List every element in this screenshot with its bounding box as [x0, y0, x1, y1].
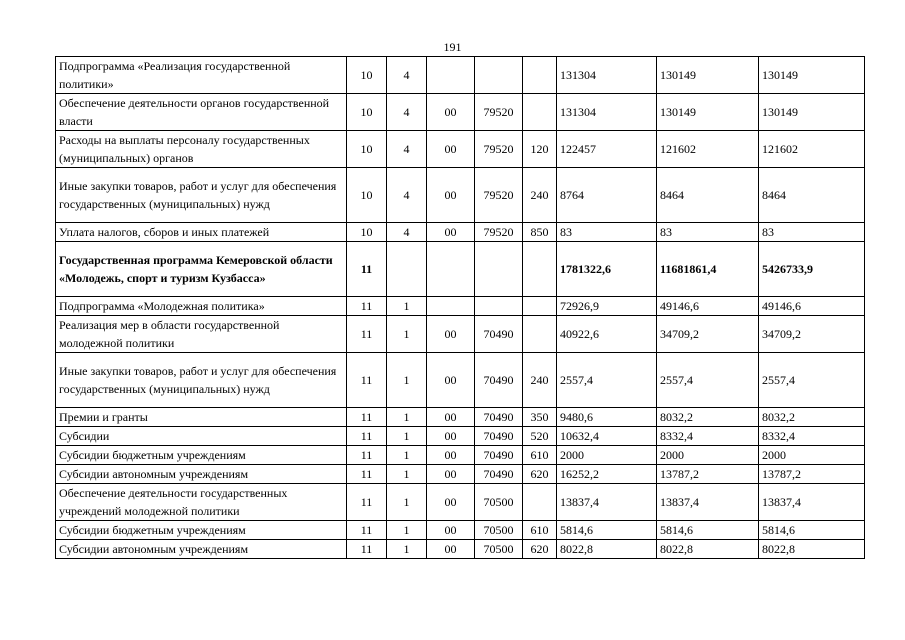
section-code-cell: 11: [347, 465, 387, 484]
amount-year2-cell: 2557,4: [657, 353, 759, 408]
subsection-code-cell: 1: [387, 521, 427, 540]
expense-type-cell: 120: [523, 131, 557, 168]
section-code-cell: 11: [347, 446, 387, 465]
expense-type-cell: 620: [523, 540, 557, 559]
program-code-cell: 00: [427, 540, 475, 559]
table-row: [56, 484, 865, 521]
amount-year3-cell: 13787,2: [759, 465, 865, 484]
row-name-cell: Субсидии автономным учреждениям: [56, 540, 347, 559]
table-row: [56, 223, 865, 242]
row-name-cell: Обеспечение деятельности органов государственной власти: [56, 94, 347, 131]
direction-code-cell: [475, 242, 523, 297]
direction-code-cell: 70490: [475, 353, 523, 408]
program-code-cell: 00: [427, 465, 475, 484]
amount-year2-cell: 49146,6: [657, 297, 759, 316]
row-name-cell: Иные закупки товаров, работ и услуг для обеспечения государственных (муниципальных) нужд: [56, 353, 347, 408]
amount-year1-cell: 83: [557, 223, 657, 242]
amount-year1-cell: 40922,6: [557, 316, 657, 353]
section-code-cell: 10: [347, 131, 387, 168]
amount-year1-cell: 10632,4: [557, 427, 657, 446]
amount-year2-cell: 83: [657, 223, 759, 242]
table-row: [56, 168, 865, 223]
amount-year1-cell: 122457: [557, 131, 657, 168]
amount-year3-cell: 121602: [759, 131, 865, 168]
table-row: [56, 316, 865, 353]
subsection-code-cell: 1: [387, 297, 427, 316]
amount-year1-cell: 5814,6: [557, 521, 657, 540]
direction-code-cell: 70490: [475, 316, 523, 353]
program-code-cell: [427, 57, 475, 94]
amount-year1-cell: 16252,2: [557, 465, 657, 484]
section-code-cell: 11: [347, 316, 387, 353]
amount-year2-cell: 8332,4: [657, 427, 759, 446]
amount-year2-cell: 2000: [657, 446, 759, 465]
amount-year3-cell: 34709,2: [759, 316, 865, 353]
section-code-cell: 11: [347, 540, 387, 559]
expense-type-cell: 610: [523, 521, 557, 540]
table-body: [56, 57, 865, 559]
row-name-cell: Обеспечение деятельности государственных учреждений молодежной политики: [56, 484, 347, 521]
row-name-cell: Подпрограмма «Молодежная политика»: [56, 297, 347, 316]
table-row: [56, 57, 865, 94]
amount-year2-cell: 130149: [657, 57, 759, 94]
amount-year1-cell: 2557,4: [557, 353, 657, 408]
program-code-cell: 00: [427, 427, 475, 446]
amount-year2-cell: 11681861,4: [657, 242, 759, 297]
expense-type-cell: 520: [523, 427, 557, 446]
direction-code-cell: 79520: [475, 223, 523, 242]
row-name-cell: Расходы на выплаты персоналу государственных (муниципальных) органов: [56, 131, 347, 168]
expense-type-cell: [523, 94, 557, 131]
program-code-cell: 00: [427, 168, 475, 223]
expense-type-cell: 350: [523, 408, 557, 427]
section-code-cell: 11: [347, 408, 387, 427]
section-code-cell: 11: [347, 353, 387, 408]
amount-year3-cell: 8032,2: [759, 408, 865, 427]
expense-type-cell: [523, 242, 557, 297]
amount-year2-cell: 13837,4: [657, 484, 759, 521]
expense-type-cell: 610: [523, 446, 557, 465]
subsection-code-cell: 1: [387, 465, 427, 484]
section-code-cell: 11: [347, 427, 387, 446]
row-name-cell: Реализация мер в области государственной молодежной политики: [56, 316, 347, 353]
expense-type-cell: [523, 316, 557, 353]
subsection-code-cell: 1: [387, 408, 427, 427]
program-code-cell: 00: [427, 94, 475, 131]
amount-year3-cell: 5426733,9: [759, 242, 865, 297]
program-code-cell: 00: [427, 316, 475, 353]
amount-year2-cell: 8464: [657, 168, 759, 223]
row-name-cell: Государственная программа Кемеровской области «Молодежь, спорт и туризм Кузбасса»: [56, 242, 347, 297]
amount-year3-cell: 2557,4: [759, 353, 865, 408]
expense-type-cell: 240: [523, 353, 557, 408]
direction-code-cell: 70490: [475, 446, 523, 465]
table-row: [56, 521, 865, 540]
amount-year3-cell: 8022,8: [759, 540, 865, 559]
program-code-cell: 00: [427, 484, 475, 521]
direction-code-cell: 70500: [475, 484, 523, 521]
subsection-code-cell: 4: [387, 94, 427, 131]
subsection-code-cell: 4: [387, 223, 427, 242]
program-code-cell: 00: [427, 408, 475, 427]
expense-type-cell: [523, 297, 557, 316]
amount-year1-cell: 2000: [557, 446, 657, 465]
section-code-cell: 11: [347, 242, 387, 297]
subsection-code-cell: 4: [387, 168, 427, 223]
amount-year3-cell: 2000: [759, 446, 865, 465]
section-code-cell: 11: [347, 297, 387, 316]
page-number: 191: [443, 40, 462, 54]
table-row: [56, 408, 865, 427]
row-name-cell: Подпрограмма «Реализация государственной политики»: [56, 57, 347, 94]
amount-year2-cell: 8032,2: [657, 408, 759, 427]
amount-year2-cell: 130149: [657, 94, 759, 131]
amount-year3-cell: 49146,6: [759, 297, 865, 316]
direction-code-cell: 70500: [475, 540, 523, 559]
row-name-cell: Субсидии автономным учреждениям: [56, 465, 347, 484]
amount-year1-cell: 1781322,6: [557, 242, 657, 297]
row-name-cell: Иные закупки товаров, работ и услуг для обеспечения государственных (муниципальных) нужд: [56, 168, 347, 223]
table-row: [56, 353, 865, 408]
program-code-cell: 00: [427, 521, 475, 540]
table-row: [56, 94, 865, 131]
direction-code-cell: 70490: [475, 427, 523, 446]
direction-code-cell: [475, 57, 523, 94]
subsection-code-cell: [387, 242, 427, 297]
amount-year1-cell: 13837,4: [557, 484, 657, 521]
amount-year3-cell: 83: [759, 223, 865, 242]
subsection-code-cell: 1: [387, 316, 427, 353]
row-name-cell: Субсидии бюджетным учреждениям: [56, 521, 347, 540]
amount-year2-cell: 121602: [657, 131, 759, 168]
amount-year2-cell: 34709,2: [657, 316, 759, 353]
amount-year3-cell: 8332,4: [759, 427, 865, 446]
table-row: [56, 297, 865, 316]
direction-code-cell: 70490: [475, 465, 523, 484]
program-code-cell: 00: [427, 446, 475, 465]
subsection-code-cell: 1: [387, 540, 427, 559]
budget-table: [55, 56, 865, 559]
amount-year1-cell: 72926,9: [557, 297, 657, 316]
section-code-cell: 10: [347, 223, 387, 242]
program-code-cell: [427, 297, 475, 316]
expense-type-cell: [523, 484, 557, 521]
program-code-cell: [427, 242, 475, 297]
table-row: [56, 131, 865, 168]
section-code-cell: 10: [347, 168, 387, 223]
direction-code-cell: 79520: [475, 131, 523, 168]
table-row: [56, 242, 865, 297]
table-row: [56, 465, 865, 484]
amount-year2-cell: 8022,8: [657, 540, 759, 559]
expense-type-cell: 850: [523, 223, 557, 242]
row-name-cell: Премии и гранты: [56, 408, 347, 427]
subsection-code-cell: 1: [387, 353, 427, 408]
amount-year2-cell: 5814,6: [657, 521, 759, 540]
direction-code-cell: 70490: [475, 408, 523, 427]
amount-year1-cell: 8022,8: [557, 540, 657, 559]
subsection-code-cell: 4: [387, 131, 427, 168]
program-code-cell: 00: [427, 131, 475, 168]
section-code-cell: 11: [347, 521, 387, 540]
amount-year1-cell: 9480,6: [557, 408, 657, 427]
direction-code-cell: 79520: [475, 168, 523, 223]
subsection-code-cell: 1: [387, 484, 427, 521]
section-code-cell: 11: [347, 484, 387, 521]
direction-code-cell: 70500: [475, 521, 523, 540]
amount-year3-cell: 13837,4: [759, 484, 865, 521]
row-name-cell: Уплата налогов, сборов и иных платежей: [56, 223, 347, 242]
expense-type-cell: 620: [523, 465, 557, 484]
expense-type-cell: 240: [523, 168, 557, 223]
program-code-cell: 00: [427, 353, 475, 408]
row-name-cell: Субсидии: [56, 427, 347, 446]
amount-year3-cell: 130149: [759, 57, 865, 94]
direction-code-cell: [475, 297, 523, 316]
subsection-code-cell: 1: [387, 427, 427, 446]
expense-type-cell: [523, 57, 557, 94]
table-row: [56, 427, 865, 446]
program-code-cell: 00: [427, 223, 475, 242]
amount-year1-cell: 131304: [557, 94, 657, 131]
amount-year3-cell: 130149: [759, 94, 865, 131]
amount-year1-cell: 131304: [557, 57, 657, 94]
amount-year2-cell: 13787,2: [657, 465, 759, 484]
amount-year3-cell: 5814,6: [759, 521, 865, 540]
amount-year1-cell: 8764: [557, 168, 657, 223]
table-row: [56, 540, 865, 559]
section-code-cell: 10: [347, 94, 387, 131]
table-row: [56, 446, 865, 465]
subsection-code-cell: 4: [387, 57, 427, 94]
subsection-code-cell: 1: [387, 446, 427, 465]
row-name-cell: Субсидии бюджетным учреждениям: [56, 446, 347, 465]
section-code-cell: 10: [347, 57, 387, 94]
direction-code-cell: 79520: [475, 94, 523, 131]
amount-year3-cell: 8464: [759, 168, 865, 223]
